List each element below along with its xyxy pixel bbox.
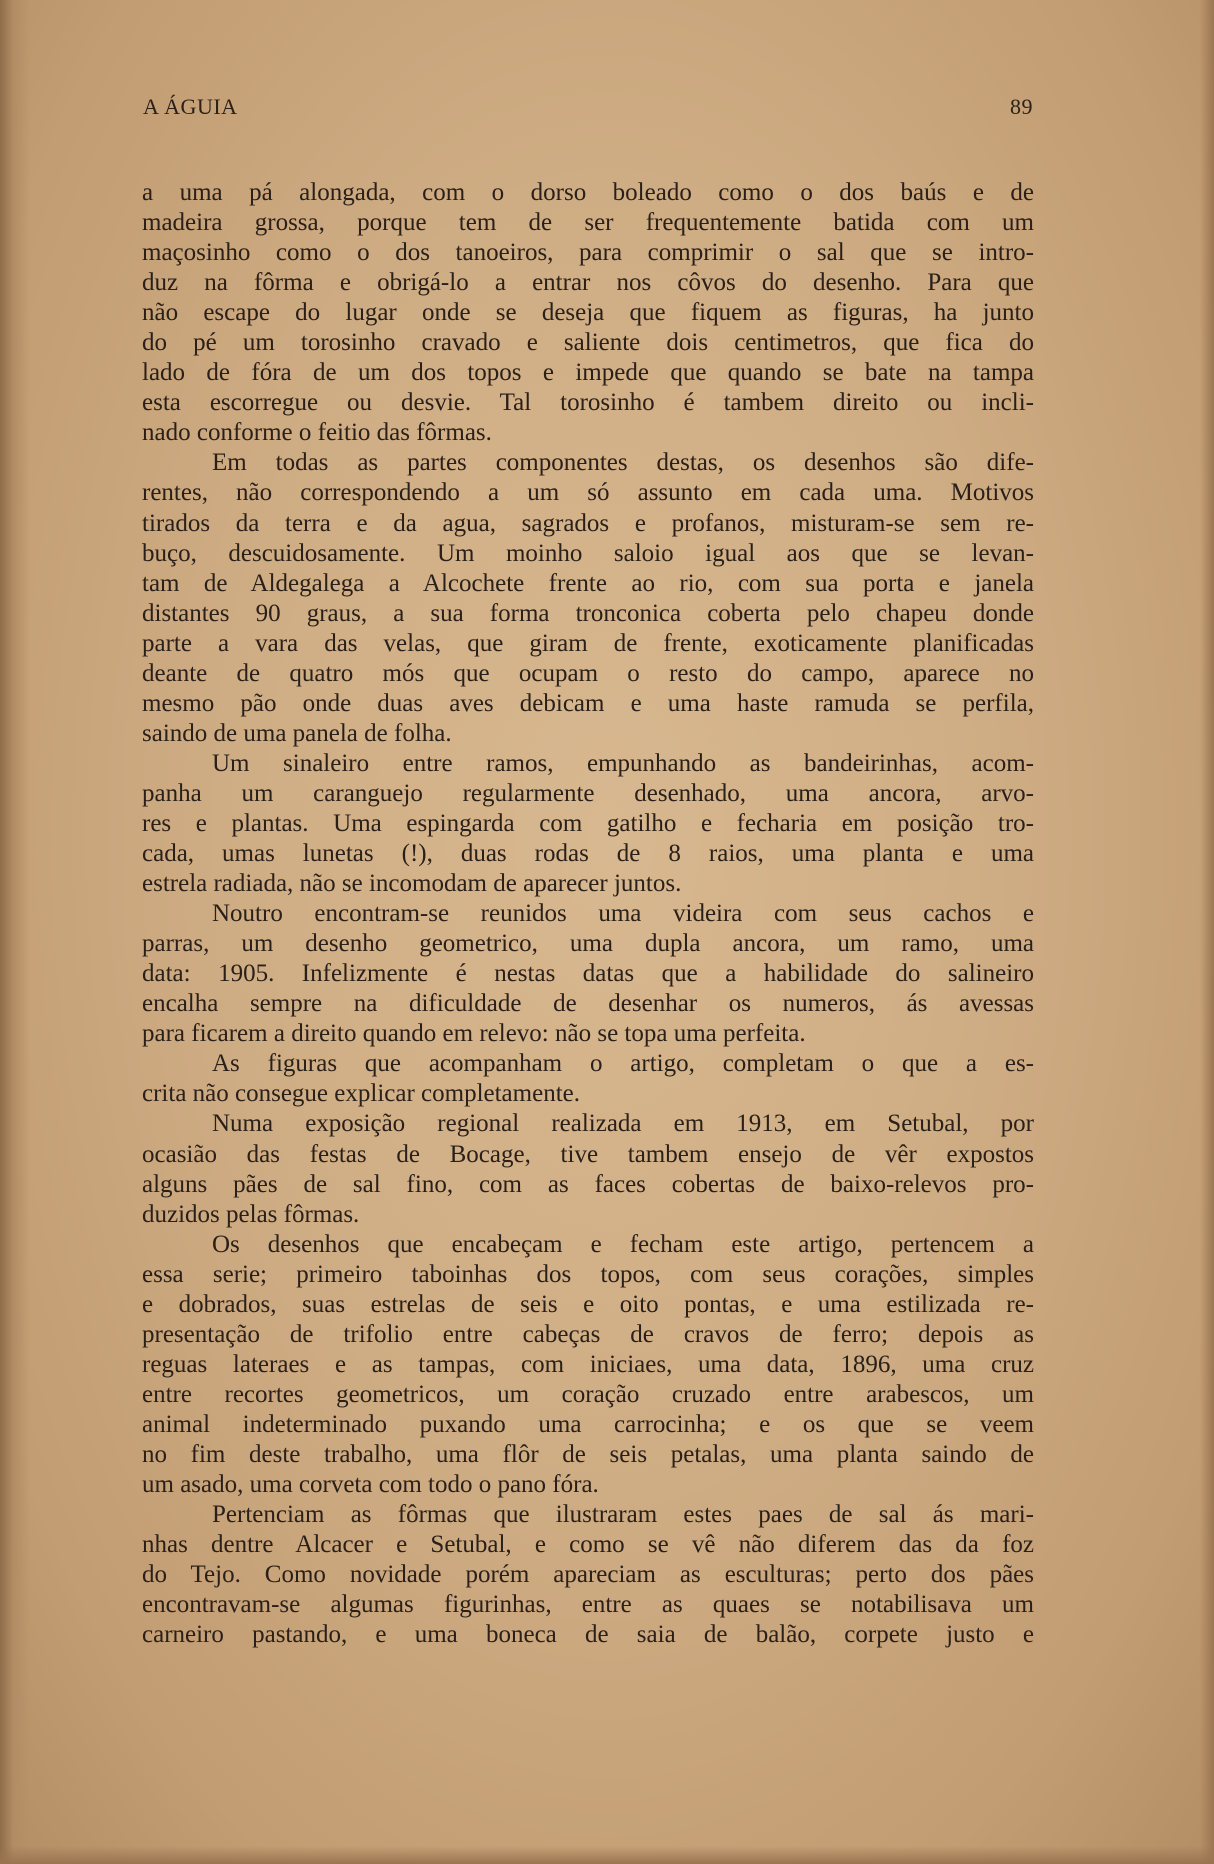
text-line: nado conforme o feitio das fôrmas. (142, 419, 492, 447)
text-line: As figuras que acompanham o artigo, completam o que a es- (212, 1050, 1034, 1078)
text-line: entre recortes geometricos, um coração cruzado entre arabescos, um (142, 1380, 1034, 1408)
text-line: crita não consegue explicar completamente. (142, 1080, 580, 1108)
text-line: buço, descuidosamente. Um moinho saloio igual aos que se levan- (142, 539, 1034, 567)
text-line: cada, umas lunetas (!), duas rodas de 8 raios, uma planta e uma (142, 840, 1034, 868)
text-line: saindo de uma panela de folha. (142, 719, 452, 747)
text-line: a uma pá alongada, com o dorso boleado como o dos baús e de (142, 179, 1034, 206)
text-line: Os desenhos que encabeçam e fecham este artigo, pertencem a (212, 1230, 1034, 1258)
text-line: nhas dentre Alcacer e Setubal, e como se vê não diferem das da foz (142, 1531, 1034, 1559)
text-line: Noutro encontram-se reunidos uma videira com seus cachos e (212, 900, 1034, 928)
page-number: 89 (1010, 94, 1033, 119)
page-edge-shadow-left (0, 0, 30, 1864)
text-line: no fim deste trabalho, uma flôr de seis petalas, uma planta saindo de (142, 1440, 1034, 1468)
text-line: não escape do lugar onde se deseja que fiquem as figuras, ha junto (142, 299, 1034, 327)
text-line: Um sinaleiro entre ramos, empunhando as bandeirinhas, acom- (212, 749, 1034, 777)
text-line: parte a vara das velas, que giram de frente, exoticamente planificadas (142, 629, 1034, 657)
text-line: para ficarem a direito quando em relevo: não se topa uma perfeita. (142, 1020, 806, 1048)
text-line: e dobrados, suas estrelas de seis e oito pontas, e uma estilizada re- (142, 1290, 1034, 1318)
text-line: esta escorregue ou desvie. Tal torosinho é tambem direito ou incli- (142, 389, 1034, 417)
text-line: do pé um torosinho cravado e saliente dois centimetros, que fica do (142, 329, 1034, 357)
text-line: panha um caranguejo regularmente desenhado, uma ancora, arvo- (142, 779, 1034, 807)
text-line: maçosinho como o dos tanoeiros, para comprimir o sal que se intro- (142, 239, 1034, 267)
text-line: essa serie; primeiro taboinhas dos topos, com seus corações, simples (142, 1260, 1034, 1288)
text-line: Numa exposição regional realizada em 1913, em Setubal, por (212, 1110, 1034, 1138)
text-line: presentação de trifolio entre cabeças de cravos de ferro; depois as (142, 1320, 1034, 1348)
text-line: mesmo pão onde duas aves debicam e uma haste ramuda se perfila, (142, 689, 1034, 717)
text-line: reguas lateraes e as tampas, com iniciaes, uma data, 1896, uma cruz (142, 1350, 1034, 1378)
text-line: distantes 90 graus, a sua forma tronconica coberta pelo chapeu donde (142, 599, 1034, 627)
page-edge-shadow-right (1200, 0, 1214, 1864)
text-line: um asado, uma corveta com todo o pano fóra. (142, 1471, 599, 1499)
text-line: madeira grossa, porque tem de ser frequentemente batida com um (142, 209, 1034, 237)
running-title: A ÁGUIA (143, 94, 238, 119)
text-line: data: 1905. Infelizmente é nestas datas que a habilidade do salineiro (142, 960, 1034, 988)
text-line: lado de fóra de um dos topos e impede que quando se bate na tampa (142, 359, 1034, 387)
text-line: res e plantas. Uma espingarda com gatilho e fecharia em posição tro- (142, 809, 1034, 837)
text-line: Pertenciam as fôrmas que ilustraram estes paes de sal ás mari- (212, 1501, 1034, 1529)
text-line: do Tejo. Como novidade porém apareciam as esculturas; perto dos pães (142, 1561, 1034, 1589)
text-line: duz na fôrma e obrigá-lo a entrar nos côvos do desenho. Para que (142, 269, 1034, 297)
body-text (142, 178, 1034, 1650)
text-line: Em todas as partes componentes destas, os desenhos são dife- (212, 449, 1034, 477)
text-line: encalha sempre na dificuldade de desenhar os numeros, ás avessas (142, 990, 1034, 1018)
text-line: duzidos pelas fôrmas. (142, 1200, 360, 1228)
running-head (143, 94, 1033, 124)
text-line: estrela radiada, não se incomodam de aparecer juntos. (142, 870, 682, 898)
text-line: deante de quatro mós que ocupam o resto do campo, aparece no (142, 659, 1034, 687)
text-line: rentes, não correspondendo a um só assunto em cada uma. Motivos (142, 479, 1034, 507)
text-line: encontravam-se algumas figurinhas, entre as quaes se notabilisava um (142, 1591, 1034, 1619)
text-line: animal indeterminado puxando uma carrocinha; e os que se veem (142, 1410, 1034, 1438)
text-line: carneiro pastando, e uma boneca de saia de balão, corpete justo e (142, 1621, 1034, 1649)
page-edge-shadow-bottom (0, 1846, 1214, 1864)
text-line: parras, um desenho geometrico, uma dupla ancora, um ramo, uma (142, 930, 1034, 958)
text-line: ocasião das festas de Bocage, tive tambem ensejo de vêr expostos (142, 1140, 1034, 1168)
text-line: tam de Aldegalega a Alcochete frente ao rio, com sua porta e janela (142, 569, 1034, 597)
text-line: alguns pães de sal fino, com as faces cobertas de baixo-relevos pro- (142, 1170, 1034, 1198)
text-line: tirados da terra e da agua, sagrados e profanos, misturam-se sem re- (142, 509, 1034, 537)
